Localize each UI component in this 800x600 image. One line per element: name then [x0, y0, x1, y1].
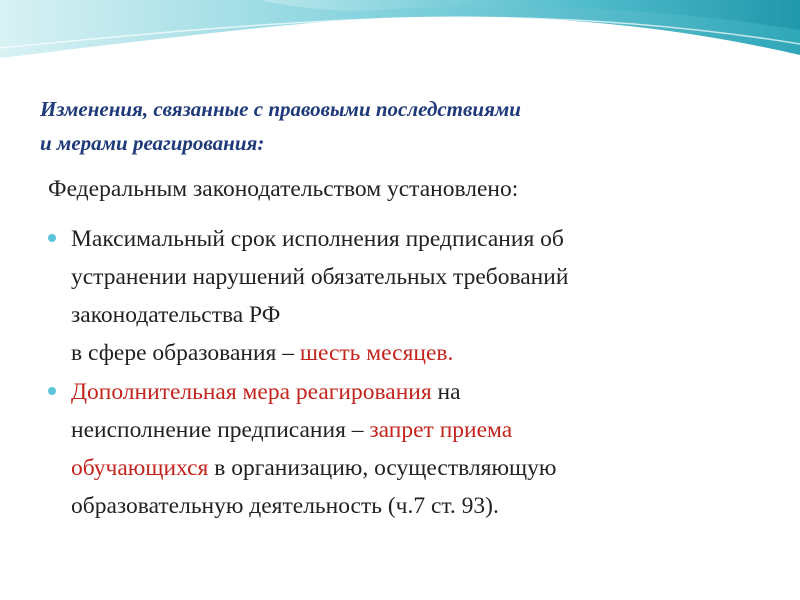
list-item-line: устранении нарушений обязательных требований — [71, 264, 569, 290]
slide-title-line-1: Изменения, связанные с правовыми последствиями — [40, 97, 521, 121]
bullet-icon — [48, 387, 56, 395]
list-item-line — [71, 334, 568, 372]
list-item-line: законодательства РФ — [71, 302, 281, 328]
list-item-text — [71, 373, 556, 525]
highlight-six-months: шесть месяцев. — [299, 340, 454, 366]
header-wave-decoration — [0, 0, 800, 90]
highlight-students: обучающихся — [71, 455, 209, 481]
list-item-line: образовательную деятельность (ч.7 ст. 93). — [71, 493, 499, 519]
slide-title-line-2: и мерами реагирования: — [40, 131, 265, 155]
bullet-icon — [48, 234, 56, 242]
text-fragment: неисполнение предписания – — [71, 417, 370, 443]
list-item-line — [71, 373, 556, 411]
list-item-line — [71, 449, 556, 487]
list-item-line: Максимальный срок исполнения предписания об — [71, 226, 564, 252]
highlight-additional-measure: Дополнительная мера реагирования — [71, 379, 432, 405]
text-fragment: на — [431, 379, 461, 405]
text-fragment: в организацию, осуществляющую — [208, 455, 557, 481]
list-item-text — [71, 220, 568, 372]
slide-title — [40, 92, 780, 160]
text-fragment: в сфере образования – — [71, 340, 300, 366]
highlight-admission-ban: запрет приема — [369, 417, 513, 443]
intro-text: Федеральным законодательством установлено: — [48, 176, 519, 202]
list-item-line — [71, 411, 556, 449]
